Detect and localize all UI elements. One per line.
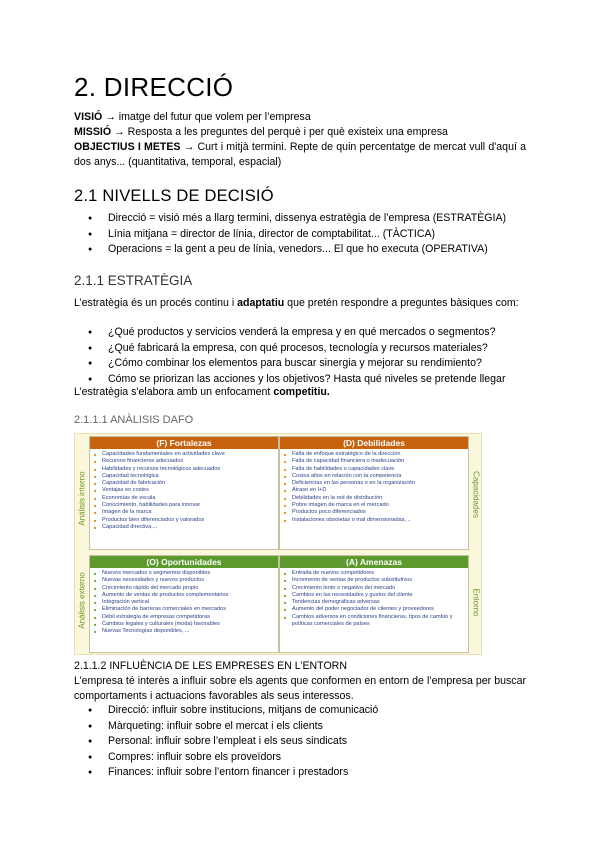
list-item: ■ Cambios en las necesidades y gustos del cliente: [280, 592, 468, 599]
quadrant-title: (D) Debilidades: [280, 437, 468, 449]
quadrant-amenazas: [279, 555, 469, 653]
influence-list: [74, 703, 378, 781]
list-item: ● Línia mitjana = director de línia, director de comptabilitat... (TÀCTICA): [74, 227, 506, 243]
list-item: ■ Capacidad de fabricación: [90, 480, 278, 487]
vision-line: [74, 110, 526, 125]
quadrant-fortalezas: [89, 436, 279, 550]
list-item: ● ¿Qué productos y servicios venderá la empresa y en qué mercados o segmentos?: [74, 325, 505, 341]
amenazas-list: [280, 568, 468, 628]
environment-label: Entorno: [471, 588, 481, 617]
list-item: ■ Falta de capacidad financiera o inadecuación: [280, 458, 468, 465]
strategy-paragraph: [74, 296, 526, 311]
list-item: ■ Conocimiento, habilidades para innovar: [90, 502, 278, 509]
list-item: ■ Integración vertical: [90, 599, 278, 606]
list-item: ■ Nuevos mercados o segmentos disponibles: [90, 570, 278, 577]
list-item: ■ Habilidades y recursos tecnológicos adecuados: [90, 466, 278, 473]
objectives-text: → Curt i mitjà termini. Repte de quin percentatge de mercat vull d'aquí a dos anys... (quantitativa, temporal, espacial): [74, 141, 527, 168]
strategy-text-bold: adaptatiu: [237, 297, 285, 309]
list-item: ■ Nuevas Tecnologías disponibles, ...: [90, 628, 278, 635]
list-item: ■ Cambios adversos en condiciones financieras, tipos de cambio y políticas comerciales de países: [280, 614, 457, 629]
list-item: ■ Costos altos en relación con la competencia: [280, 473, 468, 480]
vision-text: → imatge del futur que volem per l’empresa: [102, 111, 311, 123]
quadrant-title: (A) Amenazas: [280, 556, 468, 568]
quadrant-debilidades: [279, 436, 469, 550]
list-item: ■ Entrada de nuevos competidores: [280, 570, 468, 577]
list-item: ■ Recursos financieros adecuados: [90, 458, 278, 465]
list-item: ● Finances: influir sobre l’entorn financer i prestadors: [74, 765, 378, 781]
section-heading-decision-levels: 2.1 NIVELLS DE DECISIÓ: [74, 187, 274, 205]
mission-line: [74, 125, 526, 140]
mission-text: → Resposta a les preguntes del perquè i per què existeix una empresa: [111, 126, 448, 138]
internal-analysis-label: Análisis interno: [77, 471, 87, 526]
list-item: ■ Economías de escala: [90, 495, 278, 502]
capacities-label: Capacidades: [471, 471, 481, 518]
quadrant-oportunidades: [89, 555, 279, 653]
strategy-questions-list: [74, 325, 505, 387]
list-item: ● ¿Cómo combinar los elementos para buscar sinergia y mejorar su rendimiento?: [74, 356, 505, 372]
list-item: ■ Instalaciones obsoletas o mal dimensionadas, ..: [280, 517, 468, 524]
list-item: ■ Falta de enfoque estratégico de la dirección: [280, 451, 468, 458]
quadrant-title: (O) Oportunidades: [90, 556, 278, 568]
section-heading-dafo: 2.1.1.1 ANÀLISIS DAFO: [74, 414, 194, 426]
strategy-text-pre: L’estratègia és un procés continu i: [74, 297, 238, 309]
strategy-closing-line: [74, 385, 526, 400]
strategy-closing-pre: L’estratègia s'elabora amb un enfocament: [74, 386, 274, 398]
strategy-closing-bold: competitiu.: [273, 386, 330, 398]
debilidades-list: [280, 449, 468, 524]
list-item: ■ Incremento de ventas de productos substitutivos: [280, 577, 468, 584]
list-item: ■ Crecimiento rápido del mercado propio: [90, 585, 278, 592]
list-item: ● Compres: influir sobre els proveïdors: [74, 750, 378, 766]
strategy-text-post: que pretén respondre a preguntes bàsiques com:: [284, 297, 519, 309]
list-item: ■ Aumento de ventas de productos complementarios: [90, 592, 278, 599]
list-item: ■ Tendencias demográficas adversas: [280, 599, 468, 606]
decision-levels-list: [74, 211, 506, 258]
list-item: ● Cómo se priorizan las acciones y los objetivos? Hasta qué niveles se pretende llegar: [74, 372, 505, 388]
mission-term: MISSIÓ: [74, 126, 112, 138]
list-item: ■ Pobre imagen de marca en el mercado: [280, 502, 468, 509]
list-item: ■ Ventajas en costes: [90, 487, 278, 494]
list-item: ■ Cambios legales y culturales (moda) favorables: [90, 621, 278, 628]
list-item: ■ Falta de habilidades o capacidades clave: [280, 466, 468, 473]
list-item: ■ Débil estrategia de empresas competidoras: [90, 614, 278, 621]
quadrant-title: (F) Fortalezas: [90, 437, 278, 449]
list-item: ● Direcció: influir sobre institucions, mitjans de comunicació: [74, 703, 378, 719]
section-heading-influence: 2.1.1.2 INFLUÈNCIA DE LES EMPRESES EN L’ENTORN: [74, 660, 347, 672]
list-item: ■ Productos bien diferenciados y valorados: [90, 517, 278, 524]
list-item: ● Personal: influir sobre l’empleat i els seus sindicats: [74, 734, 378, 750]
list-item: ■ Atraso en I+D: [280, 487, 468, 494]
list-item: ● Màrqueting: influir sobre el mercat i els clients: [74, 719, 378, 735]
list-item: ■ Deficiencias en las personas o en la organización: [280, 480, 468, 487]
list-item: ■ Capacidad tecnológica: [90, 473, 278, 480]
objectives-paragraph: [74, 140, 526, 170]
list-item: ■ Capacidades fundamentales en actividades clave: [90, 451, 278, 458]
list-item: ■ Eliminación de barreras comerciales en mercados: [90, 606, 278, 613]
list-item: ■ Nuevas necesidades y nuevos productos: [90, 577, 278, 584]
list-item: ● Direcció = visió més a llarg termini, dissenya estratègia de l’empresa (ESTRATÈGIA): [74, 211, 506, 227]
list-item: ■ Debilidades en la red de distribución: [280, 495, 468, 502]
list-item: ■ Capacidad directiva,...: [90, 524, 278, 531]
list-item: ● Operacions = la gent a peu de línia, venedors... El que ho executa (OPERATIVA): [74, 242, 506, 258]
list-item: ■ Aumento del poder negociador de clientes y proveedores: [280, 606, 452, 613]
oportunidades-list: [90, 568, 278, 636]
list-item: ■ Imagen de la marca: [90, 509, 278, 516]
list-item: ■ Productos poco diferenciados: [280, 509, 468, 516]
page-title: 2. DIRECCIÓ: [74, 72, 234, 102]
fortalezas-list: [90, 449, 278, 531]
objectives-term: OBJECTIUS I METES: [74, 141, 181, 153]
external-analysis-label: Análisis externo: [77, 572, 87, 629]
list-item: ■ Crecimiento lento o negativo del mercado: [280, 585, 468, 592]
dafo-diagram: [74, 433, 482, 655]
influence-paragraph: L’empresa té interès a influir sobre els agents que conformen en entorn de l’empresa per buscar comportaments i actuacions favorables als seus interessos.: [74, 675, 526, 702]
section-heading-strategy: 2.1.1 ESTRATÈGIA: [74, 273, 193, 288]
vision-term: VISIÓ: [74, 111, 103, 123]
list-item: ● ¿Qué fabricará la empresa, con qué procesos, tecnología y recursos materiales?: [74, 341, 505, 357]
